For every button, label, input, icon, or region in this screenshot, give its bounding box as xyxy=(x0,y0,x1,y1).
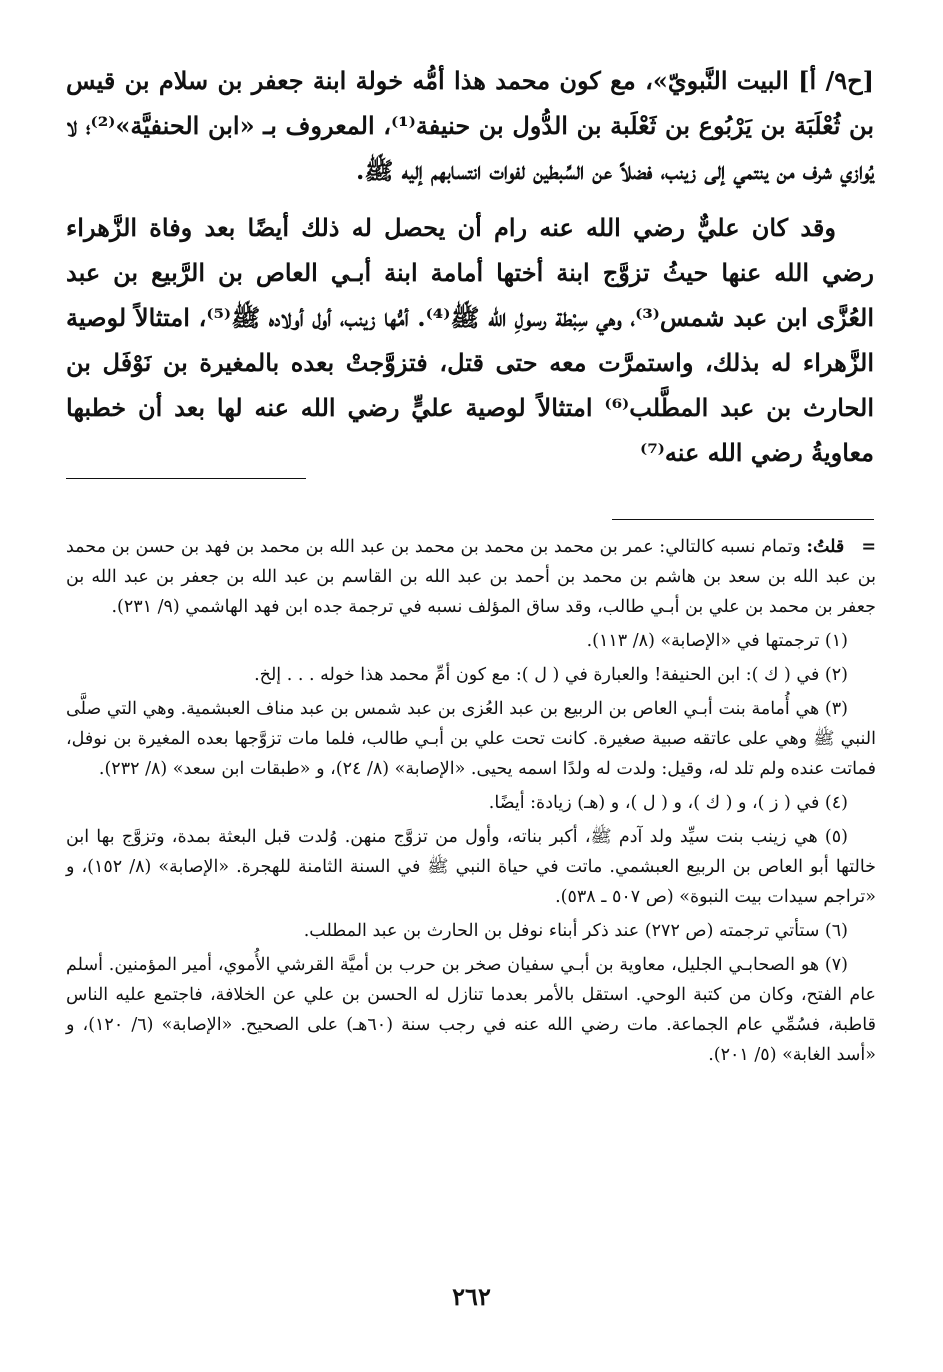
page-number: ٢٦٢ xyxy=(452,1282,491,1311)
main-text xyxy=(66,58,874,487)
footnote-6: (٦) ستأتي ترجمته (ص ٢٧٢) عند ذكر أبناء نوفل بن الحارث بن عبد المطلب. xyxy=(303,921,848,941)
footnote-3: (٣) هي أُمامة بنت أبـي العاص بن الربيع بن عبد العُزى بن عبد شمس بن عبد مناف العبشمية. وهي التي صلَّى النبي ﷺ وهي على عاتقه صبية صغيرة. كانت تحت علي بن أبـي طالب، فلما مات تزوَّجها بعده المغيرة بن نوفل، فماتت عنده ولم تلد له، وقيل: ولدت له ولدًا اسمه يحيى. «الإصابة» (٨/ ٢٤)، و «طبقات ابن سعد» (٨/ ٢٣٢). xyxy=(66,699,876,779)
footnote-separator xyxy=(612,519,874,520)
paragraph-end-rule xyxy=(66,478,306,479)
footnotes xyxy=(66,532,876,1074)
main-paragraph-2: وقد كان عليٌّ رضي الله عنه رام أن يحصل له ذلك أيضًا بعد وفاة الزَّهراء رضي الله عنها حيثُ تزوَّج ابنة أختها أمامة ابنة أبـي العاص بن الرَّبيع بن عبد العُزَّى ابن عبد شمس⁽³⁾، وهي سِبْطة رسولِ الله ﷺ⁽⁴⁾. أمُّها زينب، أول أولاده ﷺ⁽⁵⁾، امتثالاً لوصية الزَّهراء له بذلك، واستمرَّت معه حتى قتل، فتزوَّجتْ بعده بالمغيرة بن نَوْفَل بن الحارث بن عبد المطَّلب⁽⁶⁾ امتثالاً لوصية عليٍّ رضي الله عنه لها بعد أن خطبها معاويةُ رضي الله عنه⁽⁷⁾ xyxy=(66,213,874,467)
footnote-continuation xyxy=(66,532,876,622)
footnote-2: (٢) في ( ك ): ابن الحنيفة! والعبارة في ( ل ): مع كون أمِّ محمد هذا خوله . . . إلخ. xyxy=(254,665,848,685)
main-paragraph-1: [ح٩/ أ] البيت النَّبويّ»، مع كون محمد هذا أمُّه خولة ابنة جعفر بن سلام بن قيس بن ثُعْلَبَة بن يَرْبُوع بن ثَعْلَبة بن الدُّول بن حنيفة⁽¹⁾، المعروف بـ «ابن الحنفيَّة»⁽²⁾؛ لا يُوازي شرف من ينتمي إلى زينب، فضلاً عن السِّبطين لفوات انتسابهم إليه ﷺ. xyxy=(66,66,875,185)
continuation-mark: = xyxy=(861,537,876,557)
footnote-continuation-text: وتمام نسبه كالتالي: عمر بن محمد بن محمد بن محمد بن عبد الله بن محمد بن فهد بن حسن بن محمد بن عبد الله بن سعد بن هاشم بن محمد بن أحمد بن عبد الله بن القاسم بن عبد الله بن جعفر بن عبد الله بن جعفر بن محمد بن علي بن أبـي طالب، وقد ساق المؤلف نسبه في ترجمة جده ابن فهد الهاشمي (٩/ ٢٣١). xyxy=(66,537,876,617)
footnote-4: (٤) في ( ز )، و ( ك )، و ( ل )، و (هـ) زيادة: أيضًا. xyxy=(488,793,848,813)
footnote-7: (٧) هو الصحابـي الجليل، معاوية بن أبـي سفيان صخر بن حرب بن أميَّة القرشي الأُموي، أمير المؤمنين. أسلم عام الفتح، وكان من كتبة الوحي. استقل بالأمر بعدما تنازل له الحسن بن علي عن الخلافة، فاجتمع عليه الناس قاطبة، فسُمِّي عام الجماعة. مات رضي الله عنه في رجب سنة (٦٠هـ) على الصحيح. «الإصابة» (٦/ ١٢٠)، و «أسد الغابة» (٥/ ٢٠١). xyxy=(66,955,876,1065)
footnote-lead: قلتُ: xyxy=(806,537,845,557)
footnote-1: (١) ترجمتها في «الإصابة» (٨/ ١١٣). xyxy=(586,631,848,651)
footnote-5: (٥) هي زينب بنت سيِّد ولد آدم ﷺ، أكبر بناته، وأول من تزوَّج منهن. وُلدت قبل البعثة بمدة، وتزوَّج بها ابن خالتها أبو العاص بن الربيع العبشمي. ماتت في حياة النبي ﷺ في السنة الثامنة للهجرة. «الإصابة» (٨/ ١٥٢)، و «تراجم سيدات بيت النبوة» (ص ٥٠٧ ـ ٥٣٨). xyxy=(66,827,876,907)
